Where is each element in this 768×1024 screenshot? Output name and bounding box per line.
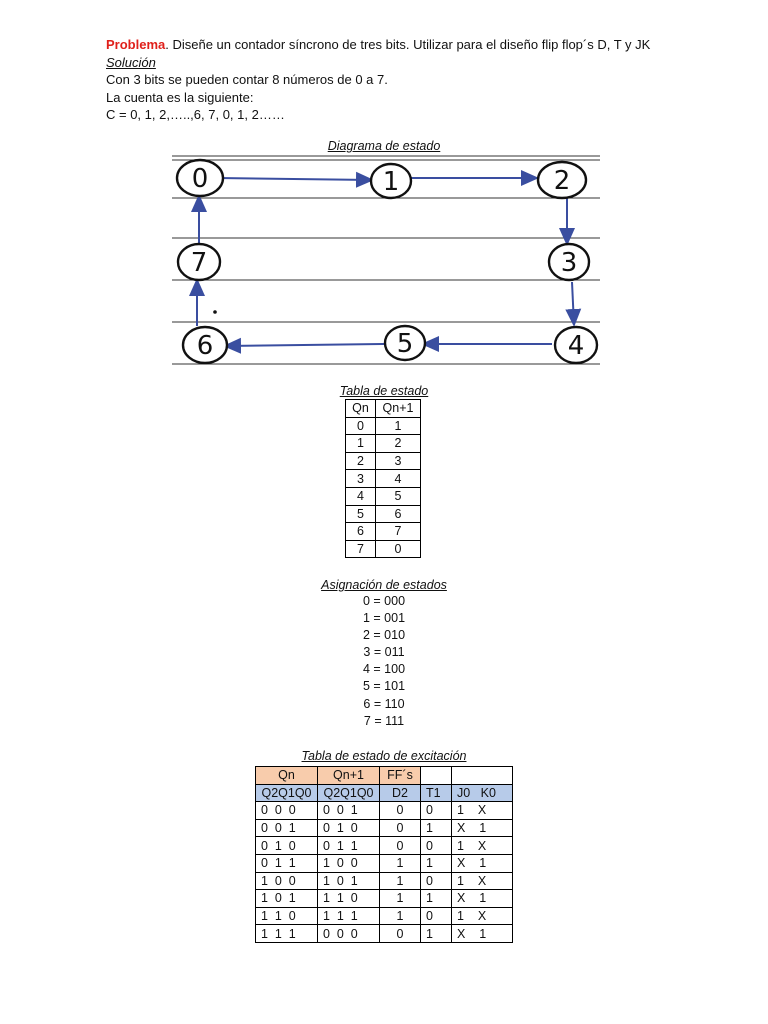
transition-arrows (197, 178, 574, 346)
cell-q-next: 0 0 0 (318, 925, 380, 943)
excitation-group-header (256, 767, 513, 785)
state-label-3: 3 (560, 248, 578, 278)
excitation-table-title: Tabla de estado de excitación (301, 749, 467, 763)
table-row (256, 872, 513, 890)
state-label-5: 5 (396, 329, 414, 359)
cell-d2: 1 (380, 907, 421, 925)
ink-dot (213, 310, 217, 314)
state-table-title: Tabla de estado (339, 384, 429, 398)
cell-t1: 0 (421, 907, 452, 925)
cell-qn: 0 (346, 417, 376, 435)
assignment-line: 4 = 100 (362, 662, 406, 677)
cell-d2: 1 (380, 872, 421, 890)
assignment-line: 1 = 001 (362, 611, 406, 626)
cell-q-present: 0 1 1 (256, 854, 318, 872)
assignment-line: 2 = 010 (362, 628, 406, 643)
table-row (346, 523, 421, 541)
cell-q-present: 0 1 0 (256, 837, 318, 855)
table-row (256, 837, 513, 855)
cell-t1: 1 (421, 890, 452, 908)
table-row (346, 540, 421, 558)
cell-t1: 0 (421, 837, 452, 855)
table-row (346, 452, 421, 470)
cell-qn1: 2 (376, 435, 421, 453)
cell-d2: 0 (380, 837, 421, 855)
group-header-qn1: Qn+1 (318, 767, 380, 785)
header-q-present: Q2Q1Q0 (256, 784, 318, 802)
cell-qn1: 7 (376, 523, 421, 541)
cell-qn1: 5 (376, 487, 421, 505)
state-assignment-list (0, 593, 768, 730)
group-header-qn: Qn (256, 767, 318, 785)
cell-d2: 0 (380, 819, 421, 837)
cell-t1: 1 (421, 925, 452, 943)
header-t1: T1 (421, 784, 452, 802)
solution-label: Solución (106, 54, 156, 70)
cell-q-present: 1 0 0 (256, 872, 318, 890)
cell-qn: 1 (346, 435, 376, 453)
state-diagram (172, 152, 600, 368)
intro-line-2: La cuenta es la siguiente: (106, 89, 254, 105)
table-row (346, 487, 421, 505)
cell-qn: 6 (346, 523, 376, 541)
cell-jk0: X 1 (452, 854, 513, 872)
header-qn1: Qn+1 (376, 400, 421, 418)
table-row (256, 819, 513, 837)
blank-cell (452, 767, 513, 785)
table-row (346, 470, 421, 488)
state-label-2: 2 (553, 166, 571, 196)
problem-statement (106, 36, 746, 54)
header-d2: D2 (380, 784, 421, 802)
cell-t1: 1 (421, 819, 452, 837)
cell-t1: 0 (421, 872, 452, 890)
cell-jk0: X 1 (452, 819, 513, 837)
cell-q-present: 0 0 1 (256, 819, 318, 837)
excitation-table (255, 766, 513, 943)
table-row (256, 854, 513, 872)
state-labels (191, 164, 585, 361)
cell-qn: 7 (346, 540, 376, 558)
cell-q-present: 1 1 0 (256, 907, 318, 925)
header-qn: Qn (346, 400, 376, 418)
cell-q-next: 0 1 0 (318, 819, 380, 837)
cell-t1: 0 (421, 802, 452, 820)
excitation-header (256, 784, 513, 802)
cell-jk0: 1 X (452, 907, 513, 925)
state-label-0: 0 (191, 164, 209, 194)
table-row (346, 435, 421, 453)
problem-label: Problema (106, 37, 166, 52)
state-table (345, 399, 421, 558)
cell-qn1: 4 (376, 470, 421, 488)
assignment-line: 0 = 000 (362, 594, 406, 608)
cell-qn: 2 (346, 452, 376, 470)
cell-qn1: 0 (376, 540, 421, 558)
cell-qn: 5 (346, 505, 376, 523)
assignment-title: Asignación de estados (321, 578, 447, 592)
cell-d2: 1 (380, 854, 421, 872)
state-table-header (346, 400, 421, 418)
arrow-3-4 (572, 282, 574, 325)
cell-d2: 0 (380, 925, 421, 943)
assignment-line: 7 = 111 (363, 713, 405, 728)
cell-t1: 1 (421, 854, 452, 872)
cell-jk0: X 1 (452, 925, 513, 943)
header-q-next: Q2Q1Q0 (318, 784, 380, 802)
cell-qn1: 6 (376, 505, 421, 523)
problem-text: . Diseñe un contador síncrono de tres bits. Utilizar para el diseño flip flop´s D, T y JK (165, 37, 651, 52)
group-header-ffs: FF´s (380, 767, 421, 785)
cell-q-next: 1 0 1 (318, 872, 380, 890)
cell-qn1: 1 (376, 417, 421, 435)
cell-q-present: 0 0 0 (256, 802, 318, 820)
intro-block (106, 36, 746, 124)
intro-line-3: C = 0, 1, 2,…..,6, 7, 0, 1, 2…… (106, 107, 285, 122)
cell-q-present: 1 0 1 (256, 890, 318, 908)
diagram-title: Diagrama de estado (327, 139, 441, 153)
cell-jk0: X 1 (452, 890, 513, 908)
cell-d2: 0 (380, 802, 421, 820)
state-label-6: 6 (196, 331, 214, 361)
cell-q-next: 0 0 1 (318, 802, 380, 820)
table-row (256, 925, 513, 943)
assignment-line: 3 = 011 (363, 645, 405, 660)
table-row (256, 907, 513, 925)
cell-q-next: 1 1 0 (318, 890, 380, 908)
header-jk0: J0 K0 (452, 784, 513, 802)
cell-q-present: 1 1 1 (256, 925, 318, 943)
cell-q-next: 0 1 1 (318, 837, 380, 855)
cell-jk0: 1 X (452, 837, 513, 855)
state-label-1: 1 (382, 167, 400, 197)
table-row (346, 505, 421, 523)
table-row (256, 802, 513, 820)
assignment-line: 6 = 110 (363, 696, 405, 711)
cell-jk0: 1 X (452, 802, 513, 820)
cell-jk0: 1 X (452, 872, 513, 890)
blank-cell (421, 767, 452, 785)
cell-qn: 4 (346, 487, 376, 505)
cell-d2: 1 (380, 890, 421, 908)
state-label-7: 7 (190, 248, 208, 278)
assignment-line: 5 = 101 (362, 679, 406, 694)
cell-qn1: 3 (376, 452, 421, 470)
table-row (256, 890, 513, 908)
arrow-5-6 (225, 344, 385, 346)
cell-q-next: 1 1 1 (318, 907, 380, 925)
intro-line-1: Con 3 bits se pueden contar 8 números de 0 a 7. (106, 72, 388, 87)
table-row (346, 417, 421, 435)
cell-q-next: 1 0 0 (318, 854, 380, 872)
arrow-0-1 (218, 178, 372, 180)
state-label-4: 4 (567, 331, 585, 361)
cell-qn: 3 (346, 470, 376, 488)
